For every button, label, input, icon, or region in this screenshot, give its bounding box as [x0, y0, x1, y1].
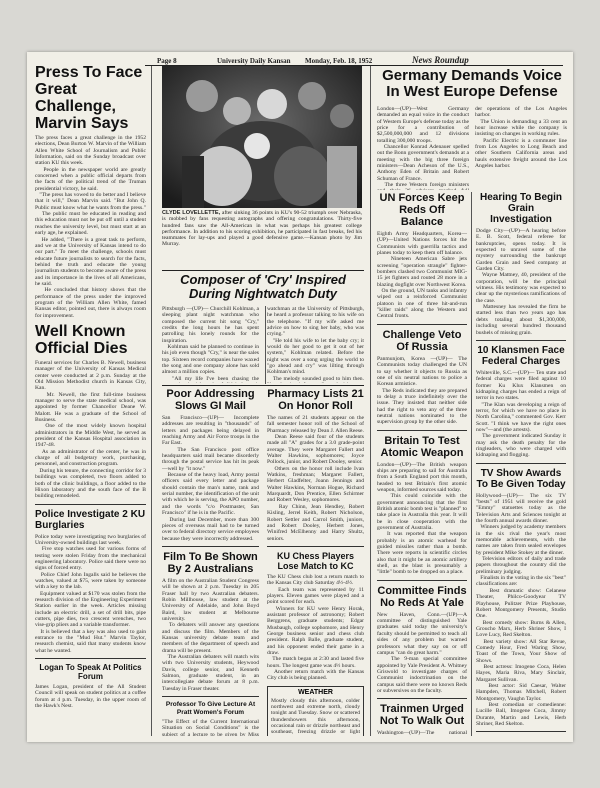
column-5 — [476, 192, 566, 736]
feature-story — [162, 273, 364, 383]
column-3 — [267, 388, 364, 736]
article-divider — [377, 698, 467, 699]
weather-title: WEATHER — [298, 688, 333, 696]
issue-date: Monday, Feb. 18, 1952 — [305, 57, 373, 65]
article-cry-right: watchman at the University of Pittsburgh, he heard a professor talking to his wife on the telephone. "If my wife asked me advice on how to sing her baby, who was crying." "He told his wife to let the baby cry; it would do her good to get it out of her system," Kohlman related. Before the night was over a song urging the world to "go ahead and cry" was lilting through Kohlman's mind. The melody sounded good to him then. — [267, 306, 364, 382]
headline-tv-awards: TV Show Awards To Be Given Today — [476, 467, 566, 490]
column-1 — [35, 64, 146, 736]
headline-chess-match: KU Chess Players Lose Match to KC — [276, 550, 355, 571]
news-photo — [162, 66, 362, 208]
article-divider — [267, 546, 364, 547]
column-4 — [377, 192, 467, 736]
article-trainmen: Washington—(UP)—The national — [377, 730, 467, 736]
article-divider — [377, 430, 467, 431]
column-rule — [370, 66, 371, 736]
article-britain-atomic: London—(UP)—The British weapon ships are preparing to sail for Australia from a South England port this month, headed to test Britain's first atomic weapon, informed sources said today. This could coincide with the government announcing that the first British atomic bomb test is "planned" to take place in Australia this year. It will be in close cooperation with the government of Australia. It was reported that the weapon probably is an atomic warhead for guided missiles rather than a bomb. There were reports in scientific circles also that it might be an atomic artillery shell, as the blast is presumably a "little" bomb to be dropped on a place. — [377, 461, 467, 576]
lead-story — [377, 68, 567, 190]
article-chess-match: The KU Chess club lost a return match to the Kansas City club Saturday 4½-4½. Each team was represented by 11 players. Eleven games were played and a point scored for each. Winners for KU were Henry Horak, assistant professor of astronomy; Robert Berggrens, graduate students; Edgar Musbaugh, college sophomore, and Henry George business senior and chess club president. Ralph Balle, graduate student, and his opponent ended their game in a draw. The match began at 2:30 and lasted five hours. The longest game was 4½ hours. Another return match with the Kansas City club is being planned. — [267, 573, 364, 682]
headline-germany-voice: Germany Demands Voice In West Europe Defense — [382, 68, 562, 100]
headline-russia-veto: Challenge Veto Of Russia — [382, 328, 462, 353]
headline-un-forces: UN Forces Keep Reds Off Balance — [379, 192, 465, 228]
article-germany-voice: London—(UP)—West Germany demanded an equal voice in the conduct of Western Europe's defense today as the price for a contribution of $2,500,000,000 and 12 divisions totalling 300,000 troops. Chancellor Konrad Adenauer spelled out the Bonn government's demands at a meeting with the big three foreign ministers—Dean Acheson of the U.S., Anthony Eden of Britain and Robert Schuman of France. The three Western foreign ministers — [377, 106, 470, 189]
headline-pratt-lecture: Professor To Give Lecture At Pratt Women's Forum — [165, 701, 256, 716]
article-russia-veto: Panmunjom, Korea —(UP)— The Communists today challenged the UN to say whether it objects to Russia as one of six neutral nations to police a Korean armistice. The Reds indicated they are prepared to delay a truce indefinitely over the issue. They insisted that neither side had the right to veto any of the three neutral nations nominated to the supervision group by the other side. — [377, 355, 467, 426]
article-continued: der operations of the Los Angeles harbor. The Union is demanding a 33 cent an hour increase while the company is insisting on changes in working rules. Pacific Electric is a commuter line from Los Angeles to Long Beach and other Southern California areas and hauls extensive freight around the Los Angeles harbor. — [475, 106, 567, 170]
headline-burglaries: Police Investigate 2 KU Burglaries — [35, 508, 146, 531]
article-divider — [476, 731, 566, 732]
headline-pharmacy-honor: Pharmacy Lists 21 On Honor Roll — [267, 388, 364, 412]
headline-britain-atomic: Britain To Test Atomic Weapon — [380, 434, 464, 459]
headline-logan-forum: Logan To Speak At Politics Forum — [39, 663, 142, 682]
article-grain-hearing: Dodge City—(UP)—A hearing before E. B. Scott, federal referee for bankruptcies, opens today. It is expected to unravel some of the mystery surrounding the bankrupt Garden Grain and Seed company at Garden City. Wayne Mattney, 40, president of the corporation, will be the principal witness. His testimony was expected to clear up the mysterious ramifications of the case. Mattesney has revealed the firm he started less than two years ago has debts totaling about $1,300,000, including several hundred thousand bushels of missing grain. — [476, 228, 566, 336]
article-tv-awards: Hollywood—(UP)— The six TV "bests" of 1951 will receive the gold "Emmy" statuettes today as the Television Arts and Sciences tonight at the fourth annual awards dinner. Winners judged by academy members in the six rival the year's most memorable achievements, with the names are taken from sealed envelopes by president Mike Stokey at the dinner. Television editors of daily and trade papers throughout the country did the preliminary judging. Finalists in the voting in the six "best" classifications are: Best dramatic show: Celanese Theater, Philco-Goodyear TV Playhouse, Pulitzer Prize Playhouse, Robert Montgomery Presents, Studio One. Best comedy show: Burns & Allen, Groucho Marx, Herb Shriner Show, I Love Lucy, Red Skelton. Best variety show: All Star Revue, Comedy Hour, Fred Waring Show, Toast of the Town, Your Show of Shows. Best actress: Imogene Coca, Helen Hayes, Maria Riva, Mary Sinclair, Margaret Sullivan. Best actor: Sid Caesar, Walter Hampden, Thomas Mitchell, Robert Montgomery, Vaughn Taylor. Best comedian or comedienne: Lucille Ball, Imogene Coca, Jimmy Durante, Martin and Lewis, Herb Shriner, Red Skelton. — [476, 492, 566, 728]
photo-caption — [162, 210, 362, 248]
column-rule — [151, 66, 152, 736]
headline-trainmen: Trainmen Urged Not To Walk Out — [379, 703, 465, 728]
column-rule — [471, 192, 472, 736]
article-logan-forum: James Logan, president of the All Student Council will speak on student politics at a coffee forum at 4 p.m. Tuesday, in the upper room of the Hawk's Nest. — [35, 684, 146, 710]
article-pharmacy-honor: The names of 21 students appear on the fall semester honor roll of the School of Pharmacy released by Dean J. Allen Reese. Dean Reese said four of the students made all "A" grades for a 3.0 grade-point average. They were Margaret Fallert and Walter Hawkins, sophomores; Joyce Pollock, junior, and Robert Dooley, senior. Others on the honor roll include Ivan Watkins, freshman; Margaret Fallert, Herbert Gladfelter, Joann Jennings and Walter Hawkins, Norman Hogue, Richard Marquardt, Don Prentice, Ellen Schirmer and Robert Wesley, sophomores. Ray Chinn, Jean Hendley, Robert Kisling, Jerrel Keith, Robert Nicholson, Robert Settler and Carrol Smith, juniors, and Robert Dooley, Herbert Jones, Winifred McElhenny and Harry Shultz, seniors. — [267, 415, 364, 542]
article-divider — [35, 658, 146, 659]
article-divider — [476, 463, 566, 464]
headline-yale-committee: Committee Finds No Reds At Yale — [377, 584, 467, 609]
article-gi-mail: San Francisco—(UP)— Incomplete addresses are resulting in "thousands" of letters and packages being delayed in reaching Army and Air Force troops in the Far East. The San Francisco post office headquarters said mail became disorderly through the postal service has hit its peak—well by "it now." Because of the heavy load, Army postal officers said every letter and package should contain the man's name, rank and serial number, the identification of the unit with which he is serving, the APO number, and the words "c/o Postmaster, San Francisco" if he is in the Pacific. During last December, more than 300 pieces of overseas mail had to be turned over to federal directory service employees because they were incorrectly addressed. — [162, 415, 259, 542]
article-divider — [377, 324, 467, 325]
page-number: Page 8 — [157, 57, 177, 65]
weather-forecast: Mostly cloudy this afternoon, colder northwest and extreme north, cloudy tonight and Tuesday. Snow or scattered thundershowers this afternoon, occasional rain or drizzle northeast and southeast, freezing drizzle or light — [271, 697, 360, 736]
headline-gi-mail: Poor Addressing Slows GI Mail — [166, 388, 255, 412]
article-divider — [476, 340, 566, 341]
article-yale-committee: New Haven, Conn.—(UP)—A committee of distinguished Yale graduates said today the university's faculty should be permitted to teach all sides of any problem but warned professors what they say on or off campus "can do great harm." The 9-man special committee appointed by Yale President A. Whitney Griswold to investigate charges of Communist indoctrination on the campus said there were no known Reds or subversives on the faculty. — [377, 611, 467, 694]
article-klansmen: Whiteville, S.C.—(UP)— Ten state and federal charges were filed against 10 former Ku Klux Klansmen on kidnaping charges has ended a reign of terror in two states. "The Klan was developing a reign of terror, for which we have no place in North Carolina," commented Gov. Kerr Scott. "I think we have the right ones now"—and (the arrests). The government indicated Sunday it may ask the death penalty for the ringleaders, who were charged with kidnaping and flogging. — [476, 369, 566, 459]
headline-grain-hearing: Hearing To Begin Grain Investigation — [479, 192, 563, 225]
article-pratt-lecture: "The Effect of the Current International Situation on Social Conditions" is the subject of a lecture to be given by Miss — [162, 719, 259, 736]
article-press-challenge: The press faces a great challenge in the 1952 elections, Dean Burton W. Marvin of the William Allen White School of Journalism and Public Information, said on the Sunday broadcast over station KU this week. People in the newspaper world are greatly concerned when a public official departs from the facts of the political trend of the Truman presidential victory, he said. "The press has vowed to do better and I believe that it will," Dean Marvin said. "But John Q. Public must know what he wants from the press." The public must be educated in reading and this education must not be put off until a student reaches the university level, but must start at an early age, he explained. He added, "There is a great task to perform, and we at the University of Kansas intend to do our part." To meet the challenge, schools must educate future journalists to search for the facts, behind the truth and educate the young journalism students to become aware of the press and its importance in the lives of all Americans, he said. He concluded that history shows that the performance of the press under the improved program of the William Allen White, famed Kansas editor, pointed out, there is always room for improvement. — [35, 135, 146, 319]
article-divider — [35, 504, 146, 505]
article-burglaries: Police today were investigating two burglaries of University-owned buildings last week. Five stop watches used for various forms of testing were stolen Friday from the mechanical engineering laboratory. Police said there were no signs of forced entry. Police Chief John Ingalls said he believes the watches, valued at $75, were taken by someone with a key to the lab. Equipment valued at $170 was stolen from the research division of the Engineering Experiment Station earlier in the week. Articles missing include an electric drill, a set of drill bits, pipe cutters, pipe dies, two crescent wrenches, two vise-grip pliers and a variable transformer. It is believed that a key was also used to gain entrance to the "Mud Hut." Marvin Taylor, research chemist, said that many students know what he wanted. — [35, 533, 146, 654]
section-rule — [162, 385, 364, 386]
article-un-forces: Eighth Army Headquarters, Korea—(UP)—United Nations forces hit the Communists with guerrilla tactics and planes today to keep them off balance. Nineteen American Sabre jets screening "operation strangle" fighter-bombers clashed two Communist MIG-15 jet fighters and routed 28 more in a blazing dogfight over Northwest Korea. On the ground, UN tanks and infantry wiped out a reinforced Communist platoon in one of three hit-and-run "killer raids" along the Western and Central fronts. — [377, 231, 467, 320]
caption-text: after sinking 36 points in KU's 90-52 triumph over Nebraska, is mobbed by fans requesting autographs and offering congratulations. Thirty-five hundred fans saw the All-American in what was perhaps his greatest college performance. In addition to his scoring exhibition, he participated in fast breaks, fed his teammates for lay-ups and played a good defensive game.—Kansan photo by Jim Murray. — [162, 210, 362, 248]
article-australian-film: A film on the Australian Student Congress will be shown at 2 p.m. Tuesday in 205 Fraser hall by two Australian debaters. Robin Millhouse, law student at the University of Adelaide, and John Boyd Baird, law student at Melbourne university. To debaters will answer any questions and discuss the film. Members of the Kansas university debate team and members of the department of speech and drama will be present. The Australian debaters will match wits with two University students, Heywood Davis, college senior, and Kenneth Salmon, graduate student, in an intercollegiate debate forum at 8 p.m. Tuesday in Fraser theater. — [162, 577, 259, 692]
crowd-photo-image — [162, 66, 362, 208]
paper-name: University Daily Kansan — [217, 57, 291, 65]
headline-cry-composer: Composer of 'Cry' Inspired During Nightwatch Duty — [180, 273, 346, 301]
article-official-dies: Funeral services for Charles B. Newell, business manager of the University of Kansas Medical center were conducted at 2 p.m. Sunday at the Old Mission Methodist church in Kansas City, Kan. Mr. Newell, the first full-time business manager to serve the state medical school, was appointed by former Chancellor Deane W. Malott. He was a graduate of the School of Business. One of the most widely known hospital administrators in the Middle West, he served as president of the Kansas Hospital association in 1947-48. As an administrator of the center, he was in charge of all budgetary work, purchasing, personnel, and construction program. During his tenure, the connecting corridor for 3 buildings was completed, two floors added to both of the clinic buildings, a floor added to the Hixon laboratory and the south face of the B building remodeled. — [35, 359, 146, 500]
article-cry-left: Pittsburgh —(UP)— Churchill Kohlman, a sleeping plant night watchman who composed the current hit song "Cry," credits the long hours he has spent patrolling his lonely rounds for the inspiration. Kohlman said he planned to continue in his job even though "Cry," is near the sales top. Sixteen record companies have waxed the song and one company alone has sold almost a million copies. "All my life I've been chasing the — [162, 306, 259, 382]
headline-klansmen: 10 Klansmen Face Federal Charges — [477, 344, 565, 367]
article-divider — [377, 580, 467, 581]
headline-official-dies: Well Known Official Dies — [35, 322, 128, 357]
article-divider — [162, 546, 259, 547]
column-2 — [162, 388, 259, 736]
column-rule — [265, 306, 266, 384]
headline-press-challenge: Press To Face Great Challenge, Marvin Says — [35, 64, 143, 132]
headline-australian-film: Film To Be Shown By 2 Australians — [163, 550, 258, 575]
article-divider — [162, 696, 259, 697]
weather-box — [267, 686, 364, 736]
feature-rule — [162, 270, 364, 271]
section-title: News Roundup — [412, 55, 469, 65]
newspaper-page — [27, 52, 573, 742]
caption-name: CLYDE LOVELLETTE, — [162, 210, 221, 216]
